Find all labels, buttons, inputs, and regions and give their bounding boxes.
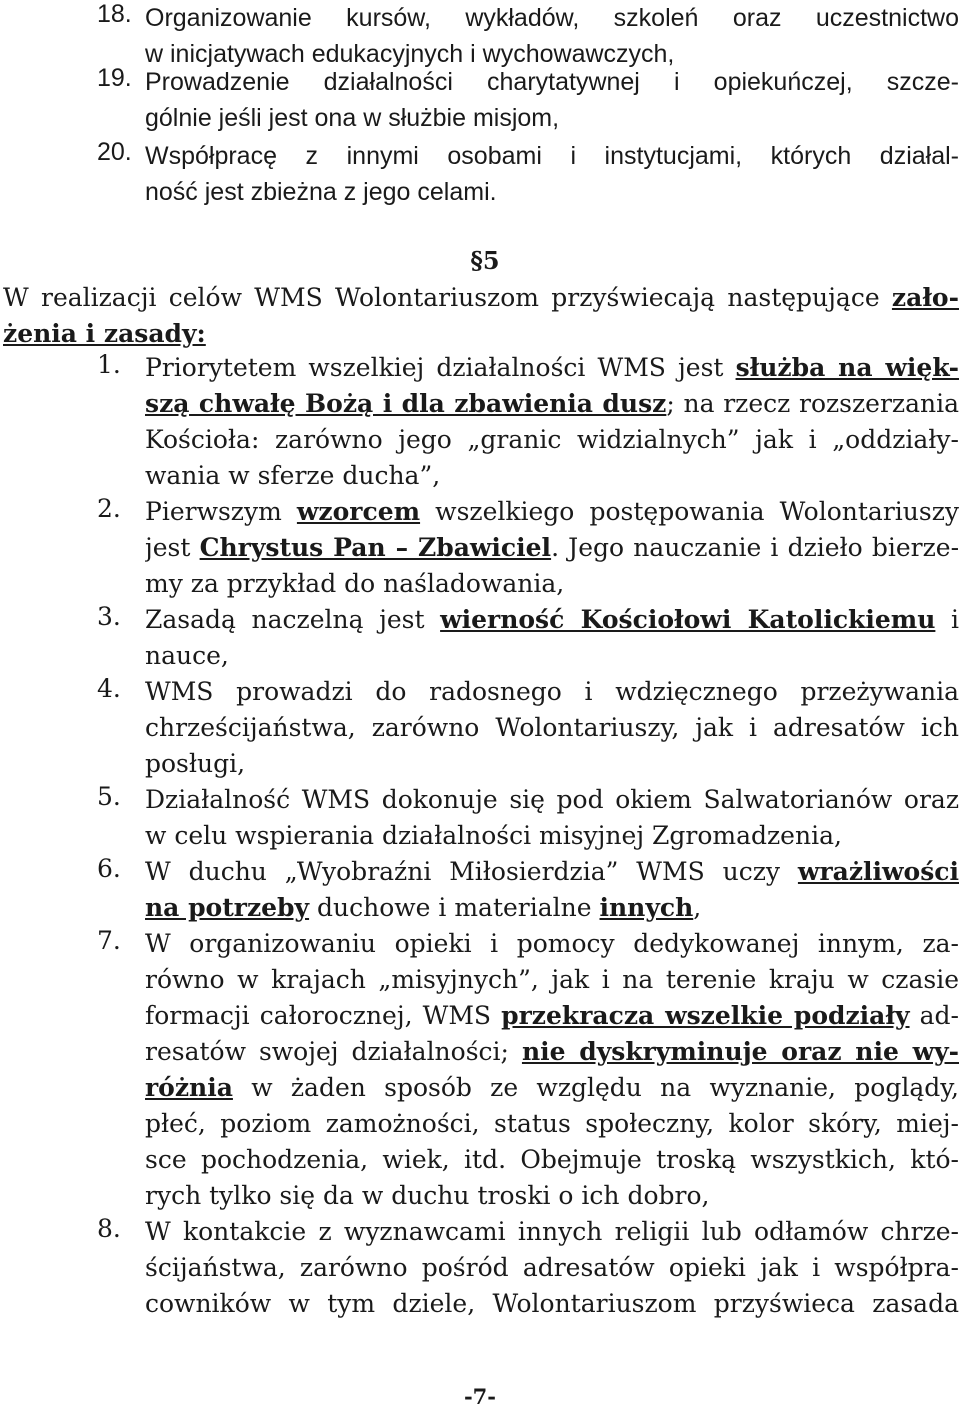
item-number: 2. <box>97 494 121 523</box>
item-text-line: Kościoła: zarówno jego „granic widzialnych” jak i „oddziały- <box>145 425 959 454</box>
item-text-line: w celu wspierania działalności misyjnej Zgromadzenia, <box>145 821 842 850</box>
item-text: Priorytetem wszelkiej działalności WMS jest <box>145 353 736 382</box>
item-text-line <box>145 530 959 566</box>
item-text-line: sce pochodzenia, wiek, itd. Obejmuje troską wszystkich, któ- <box>145 1145 959 1174</box>
item-text-line: posługi, <box>145 749 246 778</box>
item-highlight: różnia <box>145 1073 233 1102</box>
intro-line <box>3 316 959 352</box>
item-text-line: W organizowaniu opieki i pomocy dedykowanej innym, za- <box>145 929 959 958</box>
item-number: 20. <box>97 138 132 166</box>
item-highlight: wzorcem <box>296 497 421 526</box>
list-item-2 <box>97 494 959 602</box>
item-highlight: wierność Kościołowi Katolickiemu <box>440 605 936 634</box>
list-item-19 <box>97 64 959 136</box>
item-text-line: rych tylko się da w duchu troski o ich dobro, <box>145 1181 710 1210</box>
item-text-line: chrześcijaństwa, zarówno Wolontariuszy, jak i adresatów ich <box>145 713 959 742</box>
item-text: jest <box>145 533 200 562</box>
item-number: 8. <box>97 1214 121 1243</box>
item-text-line <box>145 854 959 890</box>
section-intro <box>3 280 959 352</box>
list-item-7 <box>97 926 959 1214</box>
item-highlight: przekracza wszelkie podziały <box>501 1001 910 1030</box>
item-text-line <box>145 1070 959 1106</box>
item-number: 6. <box>97 854 121 883</box>
item-text-line: WMS prowadzi do radosnego i wdzięcznego przeżywania <box>145 677 959 706</box>
item-number: 4. <box>97 674 121 703</box>
item-text-line: Współpracę z innymi osobami i instytucjami, których działal- <box>145 142 959 170</box>
item-text: Zasadą naczelną jest <box>145 605 441 634</box>
item-highlight: służba na więk- <box>735 353 959 382</box>
item-text-line <box>145 998 959 1034</box>
item-text: duchowe i materialne <box>309 893 600 922</box>
item-text: i <box>950 605 959 634</box>
item-text-line: Prowadzenie działalności charytatywnej i opiekuńczej, szcze- <box>145 68 959 96</box>
list-item-20 <box>97 138 959 210</box>
item-text-line: Działalność WMS dokonuje się pod okiem Salwatorianów oraz <box>145 785 959 814</box>
item-highlight: wrażliwości <box>797 857 959 886</box>
item-highlight: na potrzeby <box>145 893 310 922</box>
item-number: 19. <box>97 64 132 92</box>
item-text-line <box>145 386 959 422</box>
list-item-1 <box>97 350 959 494</box>
item-text: formacji całorocznej, WMS <box>145 1001 502 1030</box>
item-text-line <box>145 1034 959 1070</box>
item-text-line: cowników w tym dziele, Wolontariuszom przyświeca zasada <box>145 1289 959 1318</box>
item-text-line: ność jest zbieżna z jego celami. <box>145 178 497 206</box>
intro-highlight: żenia i zasady: <box>3 319 206 348</box>
item-text-line: płeć, poziom zamożności, status społeczny, kolor skóry, miej- <box>145 1109 959 1138</box>
item-text: . Jego nauczanie i dzieło bierze- <box>551 533 959 562</box>
item-text: Pierwszym <box>145 497 297 526</box>
item-text-line: nauce, <box>145 641 229 670</box>
item-text-line: W kontakcie z wyznawcami innych religii lub odłamów chrze- <box>145 1217 959 1246</box>
intro-highlight: zało- <box>891 283 959 312</box>
section-sign: § <box>470 246 483 275</box>
item-text: w żaden sposób ze względu na wyznanie, poglądy, <box>232 1073 959 1102</box>
section-heading <box>0 246 960 275</box>
item-text: ; na rzecz rozszerzania <box>666 389 959 418</box>
item-highlight: Chrystus Pan – Zbawiciel <box>199 533 552 562</box>
section-number: 5 <box>482 246 500 275</box>
item-highlight: szą chwałę Bożą i dla zbawienia dusz <box>145 389 667 418</box>
item-text-line: gólnie jeśli jest ona w służbie misjom, <box>145 104 560 132</box>
item-text-line: my za przykład do naśladowania, <box>145 569 565 598</box>
list-item-5 <box>97 782 959 854</box>
list-item-18 <box>97 0 959 72</box>
item-text: W duchu „Wyobraźni Miłosierdzia” WMS uczy <box>145 857 798 886</box>
item-text-line <box>145 494 959 530</box>
list-item-8 <box>97 1214 959 1322</box>
item-text-line <box>145 890 959 926</box>
page-number: -7- <box>463 1384 497 1409</box>
item-number: 5. <box>97 782 121 811</box>
item-text-line: ścijaństwa, zarówno pośród adresatów opieki jak i współpra- <box>145 1253 959 1282</box>
item-text-line: wania w sferze ducha”, <box>145 461 441 490</box>
item-number: 1. <box>97 350 121 379</box>
item-highlight: innych <box>599 893 694 922</box>
item-number: 7. <box>97 926 121 955</box>
item-text-line <box>145 602 959 638</box>
list-item-6 <box>97 854 959 926</box>
item-text-line: Organizowanie kursów, wykładów, szkoleń oraz uczestnictwo <box>145 4 959 32</box>
item-number: 18. <box>97 0 132 28</box>
item-text-line: równo w krajach „misyjnych”, jak i na terenie kraju w czasie <box>145 965 959 994</box>
intro-line <box>3 280 959 316</box>
item-text: ad- <box>909 1001 959 1030</box>
item-text: , <box>693 893 702 922</box>
list-item-3 <box>97 602 959 674</box>
list-item-4 <box>97 674 959 782</box>
item-number: 3. <box>97 602 121 631</box>
item-text: resatów swojej działalności; <box>145 1037 522 1066</box>
item-text-line: w inicjatywach edukacyjnych i wychowawczych, <box>145 40 675 68</box>
item-text-line <box>145 350 959 386</box>
item-highlight: nie dyskryminuje oraz nie wy- <box>521 1037 959 1066</box>
intro-text: W realizacji celów WMS Wolontariuszom przyświecają następujące <box>3 283 892 312</box>
item-text: wszelkiego postępowania Wolontariuszy <box>420 497 959 526</box>
